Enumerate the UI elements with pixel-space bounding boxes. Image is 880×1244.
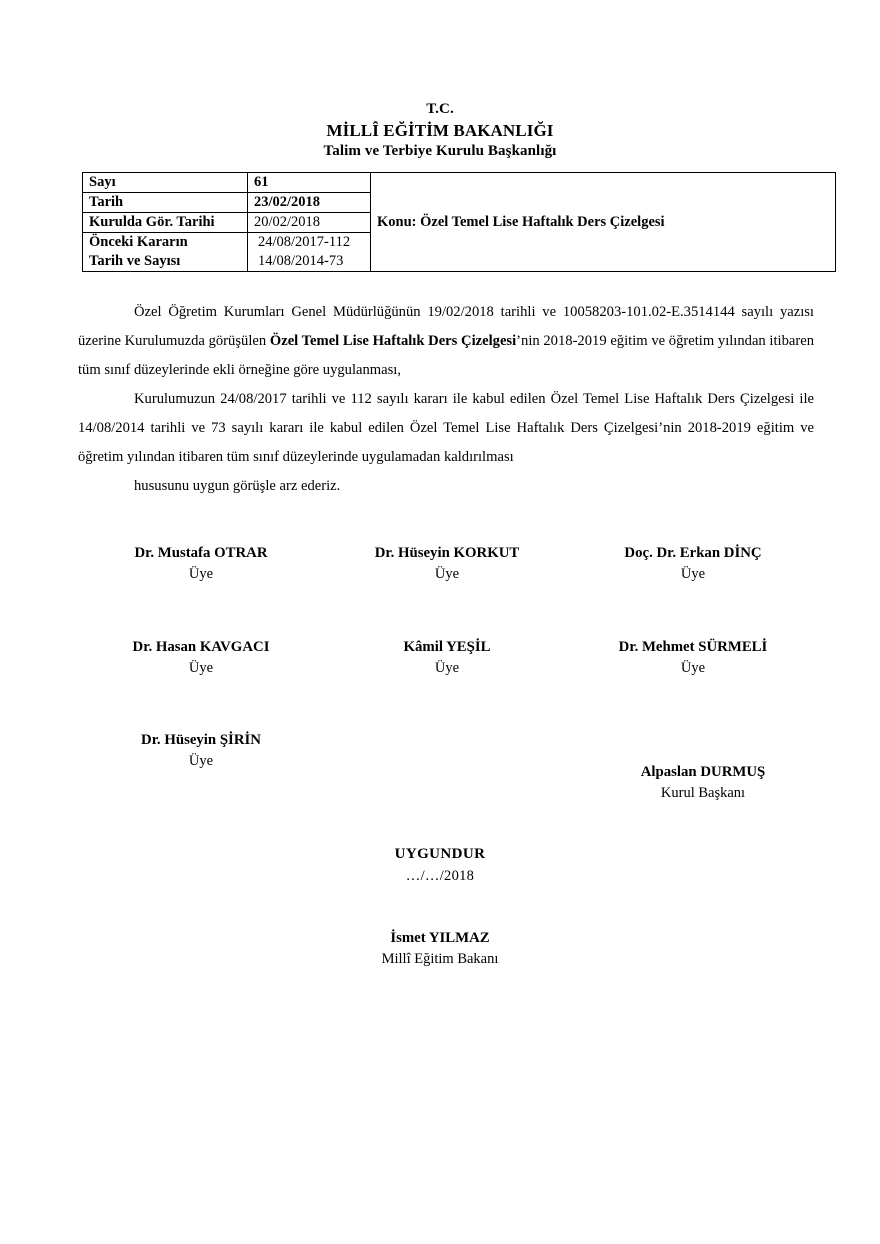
chairman-block (580, 762, 826, 804)
value-onceki-karar (248, 233, 371, 272)
value-onceki-karar-line1: 24/08/2017-112 (258, 234, 351, 250)
signature-row-spacer-2 (78, 679, 818, 730)
signature-empty-1 (324, 730, 570, 772)
signature-name: Doç. Dr. Erkan DİNÇ (624, 545, 762, 561)
signature-title: Üye (434, 566, 460, 582)
chairman-title: Kurul Başkanı (660, 785, 746, 801)
signature-member-1 (78, 543, 324, 585)
signature-name: Dr. Hüseyin ŞİRİN (141, 732, 261, 748)
signature-title: Üye (188, 753, 214, 769)
signature-name: Dr. Hüseyin KORKUT (374, 545, 520, 561)
signature-member-3 (570, 543, 816, 585)
signature-title: Üye (680, 660, 706, 676)
paragraph-2: Kurulumuzun 24/08/2017 tarihli ve 112 sayılı kararı ile kabul edilen Özel Temel Lise Haftalık Ders Çizelgesi ile 14/08/2014 tarihli ve 73 sayılı kararı ile kabul edilen Özel Temel Lise Haftalık Ders Çizelgesi’nin 2018-2019 eğitim ve öğretim yılından itibaren tüm sınıf düzeylerinde uygulamadan kaldırılması (78, 391, 814, 465)
document-body (78, 298, 814, 501)
signature-member-5 (324, 637, 570, 679)
signature-title: Üye (680, 566, 706, 582)
approval-block (330, 843, 550, 887)
paragraph-1-part1: Özel Öğretim Kurumları Genel Müdürlüğünün 19/02/2018 tarihli ve 10058203-101.02-E.3514144 sayılı yazısı üzerine Kurulumuzda görüşülen (78, 304, 814, 349)
signature-title: Üye (188, 660, 214, 676)
approval-date: …/…/2018 (405, 868, 475, 884)
signature-name: Dr. Mustafa OTRAR (134, 545, 268, 561)
header-ministry: MİLLÎ EĞİTİM BAKANLIĞI (326, 120, 554, 140)
approval-label: UYGUNDUR (394, 846, 486, 862)
label-onceki-karar (83, 233, 248, 272)
signature-grid (78, 543, 818, 772)
value-sayi: 61 (248, 173, 371, 193)
value-tarih: 23/02/2018 (248, 193, 371, 213)
label-onceki-karar-line1: Önceki Kararın (89, 234, 188, 250)
minister-title: Millî Eğitim Bakanı (381, 951, 499, 967)
signature-member-2 (324, 543, 570, 585)
label-tarih: Tarih (83, 193, 248, 213)
header-board: Talim ve Terbiye Kurulu Başkanlığı (323, 142, 557, 159)
minister-name: İsmet YILMAZ (390, 930, 490, 946)
label-onceki-karar-line2: Tarih ve Sayısı (89, 253, 181, 269)
table-row-sayi (83, 173, 836, 193)
value-onceki-karar-line2: 14/08/2014-73 (258, 253, 344, 269)
document-info-table (82, 172, 836, 272)
signature-name: Dr. Mehmet SÜRMELİ (618, 639, 768, 655)
paragraph-1 (78, 298, 814, 385)
signature-row-spacer-1 (78, 585, 818, 637)
signature-name: Kâmil YEŞİL (403, 639, 491, 655)
header-tc: T.C. (426, 101, 454, 117)
label-sayi: Sayı (83, 173, 248, 193)
subject-cell: Konu: Özel Temel Lise Haftalık Ders Çizelgesi (371, 173, 836, 272)
value-kurulda-tarihi: 20/02/2018 (248, 213, 371, 233)
signature-title: Üye (188, 566, 214, 582)
paragraph-1-part2: ’nin 2018-2019 eğitim ve öğretim yılından itibaren tüm sınıf düzeylerinde ekli örneğine göre uygulanması, (78, 333, 814, 378)
paragraph-1-emphasis: Özel Temel Lise Haftalık Ders Çizelgesi (269, 333, 517, 349)
signature-name: Dr. Hasan KAVGACI (132, 639, 270, 655)
label-kurulda-tarihi: Kurulda Gör. Tarihi (83, 213, 248, 233)
signature-title: Üye (434, 660, 460, 676)
signature-row-2 (78, 637, 818, 679)
paragraph-3: hususunu uygun görüşle arz ederiz. (134, 478, 341, 494)
signature-member-7 (78, 730, 324, 772)
minister-block (330, 928, 550, 970)
signature-member-4 (78, 637, 324, 679)
signature-row-1 (78, 543, 818, 585)
document-header (0, 100, 880, 161)
signature-member-6 (570, 637, 816, 679)
chairman-name: Alpaslan DURMUŞ (640, 764, 766, 780)
